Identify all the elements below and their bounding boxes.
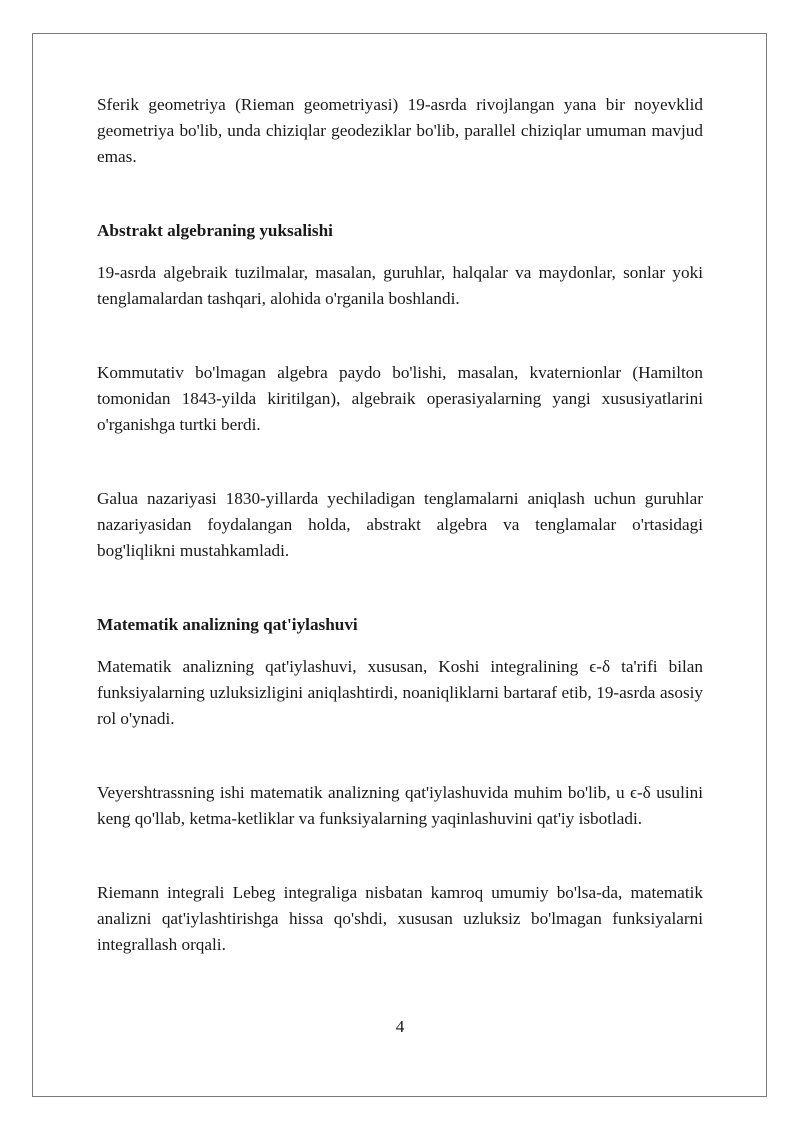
page-number: 4 (395, 1017, 405, 1036)
paragraph-weierstrass: Veyershtrassning ishi matematik analizning qat'iylashuvida muhim bo'lib, u ϵ-δ usulini keng qo'llab, ketma-ketliklar va funksiyalarning yaqinlashuvini qat'iy isbotladi. (97, 783, 703, 828)
page-content (97, 92, 703, 958)
paragraph-spherical-geometry: Sferik geometriya (Rieman geometriyasi) 19-asrda rivojlangan yana bir noyevklid geometriya bo'lib, unda chiziqlar geodeziklar bo'lib, parallel chiziqlar umuman mavjud emas. (97, 95, 703, 166)
paragraph-algebraic-structures: 19-asrda algebraik tuzilmalar, masalan, guruhlar, halqalar va maydonlar, sonlar yoki tenglamalardan tashqari, alohida o'rganila boshlandi. (97, 263, 703, 308)
paragraph-galois-theory: Galua nazariyasi 1830-yillarda yechiladigan tenglamalarni aniqlash uchun guruhlar nazariyasidan foydalangan holda, abstrakt algebra va tenglamalar o'rtasidagi bog'liqlikni mustahkamladi. (97, 489, 703, 560)
heading-abstract-algebra: Abstrakt algebraning yuksalishi (97, 221, 333, 240)
paragraph-cauchy-rigor: Matematik analizning qat'iylashuvi, xususan, Koshi integralining ϵ-δ ta'rifi bilan funksiyalarning uzluksizligini aniqlashtirdi, noaniqliklarni bartaraf etib, 19-asrda asosiy rol o'ynadi. (97, 657, 703, 728)
paragraph-noncommutative-algebra: Kommutativ bo'lmagan algebra paydo bo'lishi, masalan, kvaternionlar (Hamilton tomonidan 1843-yilda kiritilgan), algebraik operasiyalarning yangi xususiyatlarini o'rganishga turtki berdi. (97, 363, 703, 434)
paragraph-riemann-integral: Riemann integrali Lebeg integraliga nisbatan kamroq umumiy bo'lsa-da, matematik analizni qat'iylashtirishga hissa qo'shdi, xususan uzluksiz bo'lmagan funksiyalarni integrallash orqali. (97, 883, 703, 954)
heading-analysis-rigor: Matematik analizning qat'iylashuvi (97, 615, 358, 634)
